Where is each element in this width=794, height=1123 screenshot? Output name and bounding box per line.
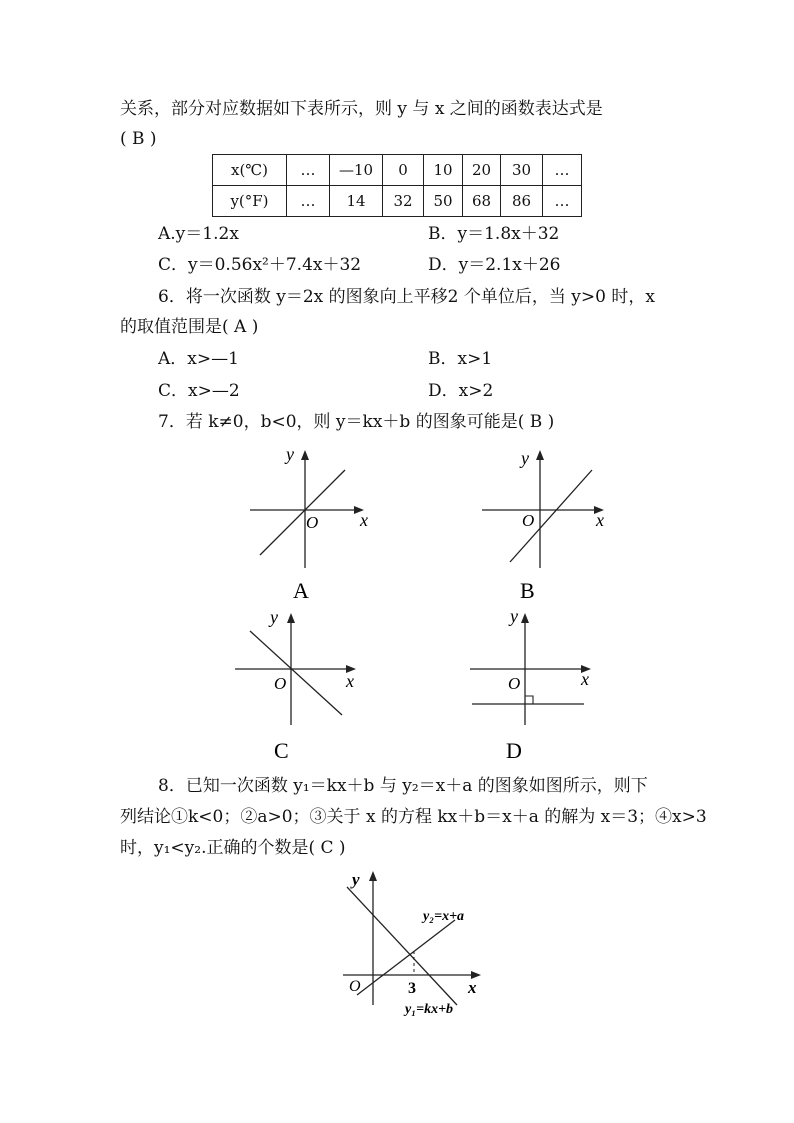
table-cell: 0 (383, 155, 424, 186)
graph-option-label: B (520, 578, 535, 603)
graph-a (240, 440, 380, 610)
x-axis-label: x (346, 671, 354, 691)
q8-answer-line: 时，y₁<y₂.正确的个数是( C ) (120, 838, 346, 858)
table-cell: … (287, 155, 330, 186)
table-cell: 14 (330, 186, 383, 217)
origin-label: O (349, 978, 361, 995)
y-axis-label: y (521, 448, 529, 468)
table-cell: 10 (424, 155, 463, 186)
origin-label: O (306, 513, 319, 532)
q7-stem-line: 7．若 k≠0，b<0，则 y＝kx＋b 的图象可能是( B ) (158, 412, 555, 432)
q5-answer-line: ( B ) (120, 129, 157, 149)
table-row (213, 186, 582, 217)
y-axis-label: y (270, 607, 278, 627)
table-cell: 20 (463, 155, 501, 186)
table-cell: y(°F) (213, 186, 287, 217)
origin-label: O (508, 674, 521, 693)
table-cell: 68 (463, 186, 501, 217)
table-cell: —10 (330, 155, 383, 186)
table-cell: 50 (424, 186, 463, 217)
x-axis-label: x (581, 669, 589, 689)
table-cell: … (543, 155, 582, 186)
q8-conclusions-line: 列结论①k<0；②a>0；③关于 x 的方程 kx＋b＝x＋a 的解为 x＝3；④x>3 (120, 807, 707, 827)
table-cell: … (287, 186, 330, 217)
q6-option-a: A．x>—1 (158, 349, 239, 369)
y-axis-label: y (286, 444, 294, 464)
y-axis-label: y (510, 606, 518, 626)
q5-option-c: C．y＝0.56x²＋7.4x＋32 (158, 255, 362, 275)
q5-option-d: D．y＝2.1x＋26 (428, 255, 561, 275)
q5-option-b: B．y＝1.8x＋32 (428, 224, 560, 244)
table-cell: 30 (501, 155, 543, 186)
table-cell: x(℃) (213, 155, 287, 186)
y-axis-label: y (352, 870, 360, 889)
q5-stem-line: 关系，部分对应数据如下表所示，则 y 与 x 之间的函数表达式是 (120, 99, 603, 119)
q8-graph (335, 865, 495, 1025)
data-table (212, 154, 582, 217)
q8-stem-line: 8．已知一次函数 y₁＝kx＋b 与 y₂＝x＋a 的图象如图所示，则下 (158, 776, 648, 796)
tick-label: 3 (408, 980, 416, 997)
q6-option-b: B．x>1 (428, 349, 493, 369)
graph-option-label: A (293, 578, 309, 603)
x-axis-label: x (468, 978, 477, 997)
q5-option-a: A.y＝1.2x (158, 224, 239, 244)
graph-d (465, 605, 605, 770)
q6-option-c: C．x>—2 (158, 381, 240, 401)
table-row (213, 155, 582, 186)
graph-option-label: D (506, 738, 522, 763)
line-y1-label: y₁=kx+b (405, 1002, 454, 1017)
x-axis-label: x (360, 510, 368, 530)
q6-answer-line: 的取值范围是( A ) (120, 317, 259, 337)
table-cell: 32 (383, 186, 424, 217)
origin-label: O (522, 511, 535, 530)
table-cell: … (543, 186, 582, 217)
line-y2-label: y₂=x+a (423, 909, 465, 924)
q6-stem-line: 6．将一次函数 y＝2x 的图象向上平移2 个单位后，当 y>0 时，x (158, 287, 655, 307)
table-cell: 86 (501, 186, 543, 217)
origin-label: O (274, 674, 287, 693)
graph-option-label: C (274, 738, 289, 763)
q6-option-d: D．x>2 (428, 381, 494, 401)
graph-c (230, 605, 370, 770)
graph-b (480, 440, 620, 610)
x-axis-label: x (596, 510, 604, 530)
